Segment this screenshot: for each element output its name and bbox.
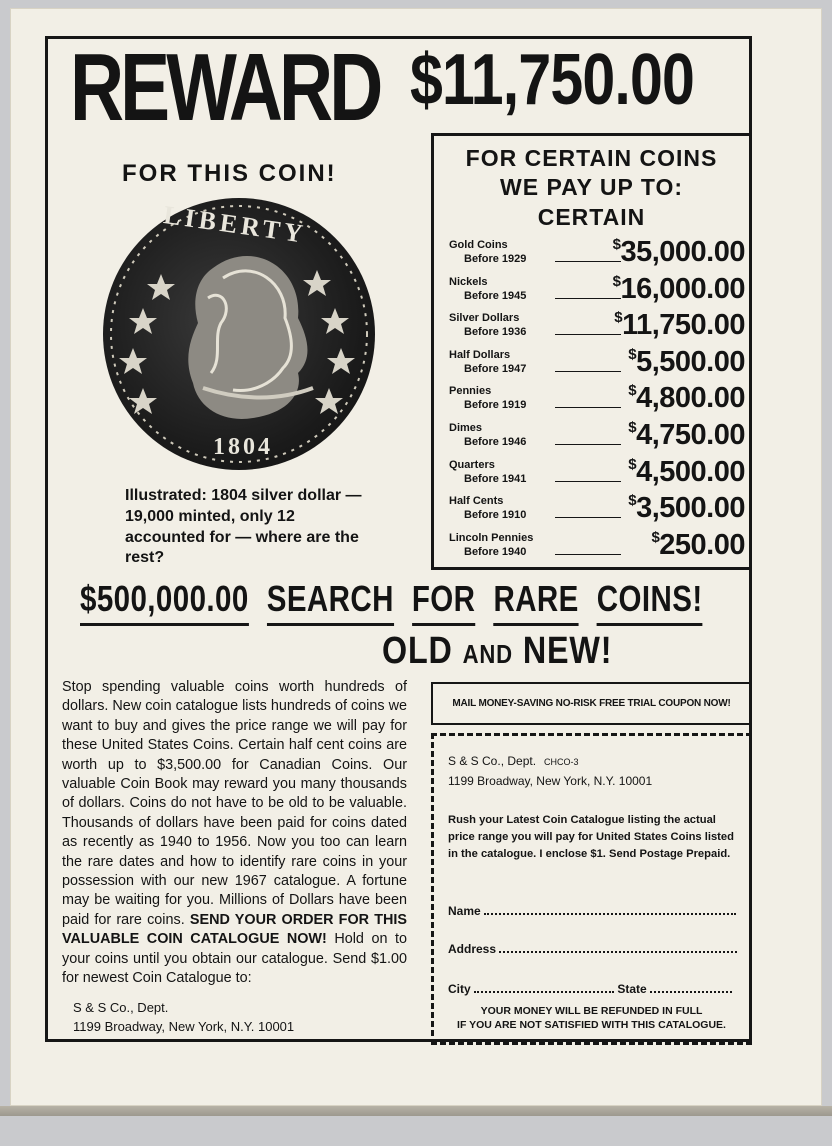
coin-type-name: Half Dollars [449, 348, 511, 361]
state-line[interactable] [650, 982, 732, 993]
price-box-subtitle: CERTAIN [537, 204, 646, 230]
coin-year: 1804 [213, 434, 273, 460]
currency-symbol: $ [614, 309, 623, 327]
price-value: 35,000.00 [620, 236, 745, 268]
price-row [449, 346, 749, 380]
for-this-coin-label: FOR THIS COIN! [122, 160, 337, 187]
search-word: $500,000.00 [80, 578, 249, 626]
price-leader-line [555, 407, 621, 408]
search-word: COINS! [597, 578, 703, 626]
coupon-address [448, 752, 652, 791]
coin-type [449, 238, 526, 266]
coupon-city-state-field[interactable] [448, 982, 744, 996]
address-label: Address [448, 942, 497, 956]
coin-image [103, 198, 375, 470]
currency-symbol: $ [651, 528, 660, 546]
coin-type-date: Before 1929 [464, 253, 527, 265]
coin-type [449, 458, 526, 486]
name-label: Name [448, 904, 481, 918]
coin-price [628, 382, 745, 414]
coin-type-date: Before 1910 [464, 509, 527, 522]
price-value: 5,500.00 [636, 345, 745, 378]
reward-amount: $11,750.00 [410, 40, 695, 120]
reward-headline: REWARD [70, 34, 380, 141]
price-row [449, 236, 749, 270]
coin-type-name: Half Cents [449, 495, 504, 508]
price-leader-line [555, 481, 621, 482]
currency-symbol: $ [628, 419, 637, 436]
price-value: 11,750.00 [622, 309, 745, 342]
coin-type [449, 275, 526, 303]
name-line[interactable] [484, 904, 736, 915]
mailing-address [73, 998, 294, 1036]
body-copy [62, 678, 407, 989]
city-label: City [448, 982, 471, 996]
refund-line2: IF YOU ARE NOT SATISFIED WITH THIS CATALOGUE. [457, 1019, 726, 1031]
coin-type [449, 348, 526, 376]
search-word: FOR [412, 578, 476, 626]
coin-type-date: Before 1947 [464, 362, 527, 375]
coin-type-name: Pennies [449, 385, 492, 398]
coin-liberty-legend: LIBERTY [161, 200, 309, 249]
price-leader-line [555, 444, 621, 445]
coin-price [614, 309, 745, 341]
coin-type-date: Before 1945 [464, 289, 527, 302]
price-row [449, 382, 749, 416]
search-headline [80, 578, 721, 620]
coin-type-date: Before 1941 [464, 472, 527, 485]
refund-guarantee [434, 1004, 749, 1032]
coin-type-name: Nickels [449, 275, 488, 288]
coin-price [628, 346, 745, 378]
currency-symbol: $ [612, 272, 621, 290]
price-leader-line [555, 554, 621, 555]
coin-type [449, 531, 533, 559]
price-leader-line [555, 517, 621, 518]
price-box-title-line1: FOR CERTAIN COINS [465, 145, 718, 171]
coin-type-name: Dimes [449, 422, 483, 434]
coin-type [449, 311, 526, 339]
price-value: 3,500.00 [636, 492, 745, 525]
body-copy-text: Stop spending valuable coins worth hundreds of dollars. New coin catalogue lists hundreds of coins we want to buy and gives the price range we will pay for these United States Coins. Certain half cent coins are worth up to $3,500.00 for Canadian Coins. Our valuable Coin Book may reward you many thousands of dollars. Coins do not have to be old to be valuable. Thousands of dollars have been paid for coins dated as recently as 1940 to 1956. Now you too can learn the rare dates and how to identify rare coins in your possession with our new 1967 catalogue. A fortune may be waiting for you. Millions of Dollars have been paid for rare coins. [62, 679, 407, 928]
search-word: SEARCH [267, 578, 394, 626]
currency-symbol: $ [628, 455, 637, 473]
price-value: 4,500.00 [636, 455, 745, 488]
coin-price [613, 236, 745, 268]
price-row [449, 273, 749, 307]
currency-symbol: $ [628, 382, 637, 400]
new-word: NEW! [522, 630, 613, 672]
coupon-order-text: Rush your Latest Coin Catalogue listing the actual price range you will pay for United States Coins listed in the catalogue. I enclose $1. Send Postage Prepaid. [448, 814, 734, 860]
address-line[interactable] [499, 942, 737, 953]
price-value: 4,750.00 [636, 419, 745, 451]
order-coupon[interactable] [431, 733, 752, 1045]
coupon-address-line1: S & S Co., Dept. [448, 754, 537, 768]
coin-price [628, 456, 745, 488]
price-value: 4,800.00 [636, 382, 745, 415]
coupon-header: MAIL MONEY-SAVING NO-RISK FREE TRIAL COUPON NOW! [431, 682, 752, 725]
currency-symbol: $ [628, 492, 637, 510]
coupon-dept-code: CHCO-3 [544, 757, 579, 767]
price-leader-line [555, 298, 621, 299]
old-word: OLD [382, 630, 453, 672]
coin-type [449, 421, 526, 449]
coin-type-name: Lincoln Pennies [449, 531, 534, 544]
city-line[interactable] [474, 982, 614, 993]
coin-caption: Illustrated: 1804 silver dollar — 19,000 minted, only 12 accounted for — where are the rest? [125, 487, 362, 567]
address-line2: 1199 Broadway, New York, N.Y. 10001 [73, 1019, 295, 1034]
coin-type-name: Quarters [449, 458, 495, 471]
price-row [449, 309, 749, 343]
state-label: State [617, 982, 647, 996]
currency-symbol: $ [612, 236, 621, 253]
coin-type-date: Before 1936 [464, 326, 527, 339]
coupon-address-line2: 1199 Broadway, New York, N.Y. 10001 [448, 774, 653, 788]
body-copy-text-end: Hold on to your coins until you obtain our catalogue. Send $1.00 for newest Coin Catalogue to: [62, 931, 407, 987]
coupon-address-field[interactable] [448, 942, 744, 956]
price-value: 250.00 [659, 528, 745, 561]
coin-type-name: Gold Coins [449, 239, 508, 251]
currency-symbol: $ [628, 345, 637, 363]
coin-price [651, 529, 745, 561]
coin-type [449, 494, 526, 522]
coin-type-date: Before 1946 [464, 436, 527, 448]
coin-type [449, 384, 526, 412]
body-copy-bold: SEND YOUR ORDER FOR THIS VALUABLE COIN CATALOGUE NOW! [62, 911, 408, 948]
price-leader-line [555, 371, 621, 372]
search-word: RARE [493, 578, 578, 626]
coin-type-date: Before 1919 [464, 399, 527, 412]
price-leader-line [555, 261, 621, 262]
price-leader-line [555, 334, 621, 335]
price-box-title-line2: WE PAY UP TO: [500, 174, 683, 200]
page-edge [0, 1106, 832, 1116]
coupon-name-field[interactable] [448, 904, 744, 918]
coin-price [628, 419, 745, 451]
address-line1: S & S Co., Dept. [73, 1000, 169, 1015]
coin-type-date: Before 1940 [464, 545, 527, 558]
old-and-new-headline [382, 630, 612, 673]
refund-line1: YOUR MONEY WILL BE REFUNDED IN FULL [480, 1005, 703, 1017]
price-value: 16,000.00 [620, 272, 745, 305]
price-row [449, 529, 749, 563]
price-list-box [431, 133, 752, 570]
price-row [449, 456, 749, 490]
price-row [449, 492, 749, 526]
coin-price [613, 273, 745, 305]
coin-type-name: Silver Dollars [449, 312, 520, 325]
price-box-title [434, 144, 749, 202]
coin-price [628, 492, 745, 524]
and-word: AND [462, 639, 514, 669]
price-row [449, 419, 749, 453]
